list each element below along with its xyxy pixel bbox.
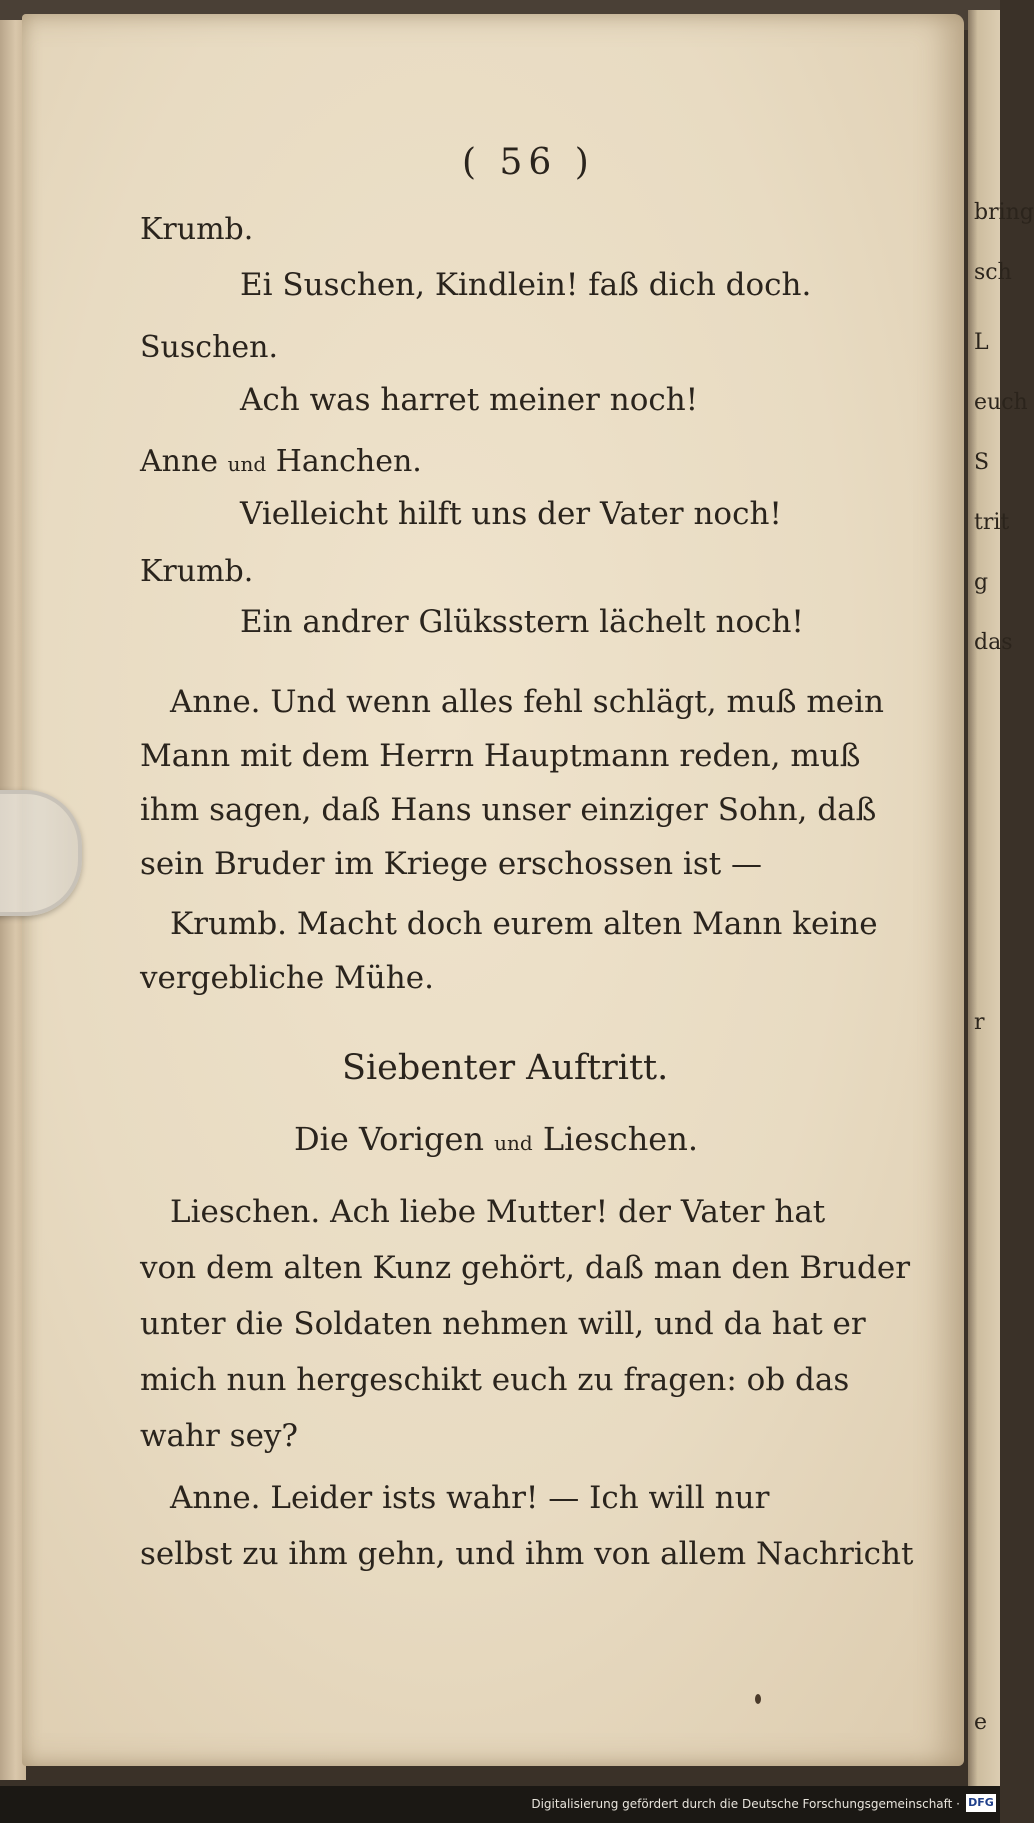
dfg-logo: DFG <box>966 1794 996 1812</box>
character-name: Lieschen. <box>542 1120 699 1158</box>
page-number: ( 56 ) <box>462 142 595 183</box>
page <box>22 14 964 1766</box>
prose-line: vergebliche Mühe. <box>140 960 434 996</box>
scene-characters <box>294 1120 698 1158</box>
next-page-fragment: S <box>974 450 990 475</box>
next-page-fragment: trit <box>974 510 1010 535</box>
ink-blot <box>755 1694 761 1704</box>
next-page-fragment: r <box>974 1010 985 1035</box>
next-page-edge <box>968 10 1034 1790</box>
prose-line: Lieschen. Ach liebe Mutter! der Vater hat <box>170 1194 826 1230</box>
next-page-fragment: e <box>974 1710 988 1735</box>
footer-bar <box>0 1786 1000 1823</box>
speaker-name: Anne <box>140 444 219 479</box>
characters-text: Die Vorigen <box>294 1120 484 1158</box>
next-page-fragment: das <box>974 630 1013 655</box>
footer-credit: Digitalisierung gefördert durch die Deutsche Forschungsgemeinschaft · <box>531 1797 960 1811</box>
prose-line: sein Bruder im Kriege erschossen ist — <box>140 846 763 882</box>
next-page-fragment: L <box>974 330 989 355</box>
verse-line: Ei Suschen, Kindlein! faß dich doch. <box>240 267 812 303</box>
next-page-fragment: bring <box>974 200 1034 225</box>
prose-line: Anne. Leider ists wahr! — Ich will nur <box>170 1480 770 1516</box>
prose-line: wahr sey? <box>140 1418 299 1454</box>
prose-line: ihm sagen, daß Hans unser einziger Sohn, daß <box>140 792 877 828</box>
verse-line: Ein andrer Glüksstern lächelt noch! <box>240 604 804 640</box>
speaker-label: Suschen. <box>140 330 279 365</box>
verse-line: Ach was harret meiner noch! <box>240 382 699 418</box>
prose-line: unter die Soldaten nehmen will, und da hat er <box>140 1306 866 1342</box>
next-page-fragment: sch <box>974 260 1012 285</box>
speaker-label: Krumb. <box>140 212 254 247</box>
next-page-fragment: euch <box>974 390 1028 415</box>
prose-line: Anne. Und wenn alles fehl schlägt, muß mein <box>170 684 884 720</box>
speaker-name: Hanchen. <box>275 444 422 479</box>
verse-line: Vielleicht hilft uns der Vater noch! <box>240 496 782 532</box>
speaker-label <box>140 444 422 479</box>
next-page-fragment: g <box>974 570 989 595</box>
prose-line: von dem alten Kunz gehört, daß man den Bruder <box>140 1250 911 1286</box>
prose-line: selbst zu ihm gehn, und ihm von allem Nachricht <box>140 1536 914 1572</box>
prose-line: Krumb. Macht doch eurem alten Mann keine <box>170 906 878 942</box>
speaker-label: Krumb. <box>140 554 254 589</box>
conjunction: und <box>227 452 267 476</box>
scene-title: Siebenter Auftritt. <box>342 1048 669 1088</box>
prose-line: mich nun hergeschikt euch zu fragen: ob das <box>140 1362 850 1398</box>
conjunction: und <box>494 1131 533 1155</box>
prose-line: Mann mit dem Herrn Hauptmann reden, muß <box>140 738 861 774</box>
